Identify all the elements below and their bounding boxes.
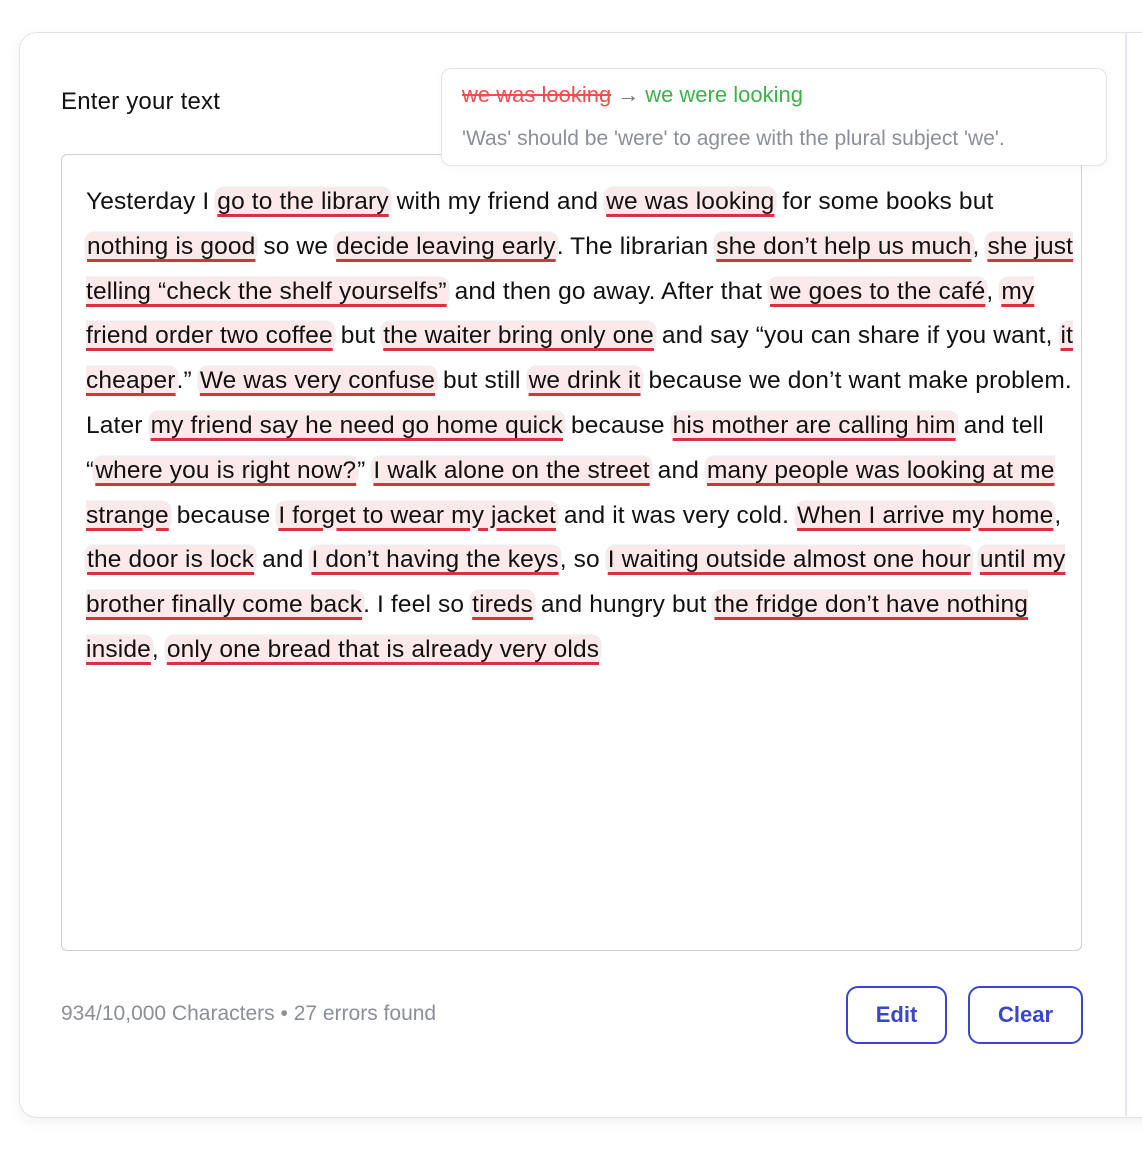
error-highlight[interactable]: I waiting outside almost one hour: [607, 546, 971, 574]
character-count: 934/10,000 Characters: [61, 1002, 275, 1025]
plain-text: Yesterday I: [86, 188, 217, 215]
error-highlight[interactable]: we goes to the café: [770, 277, 986, 305]
editor-text-content[interactable]: [86, 180, 1076, 673]
error-highlight[interactable]: where you is right now?: [95, 456, 357, 484]
plain-text: so we: [256, 232, 336, 260]
suggestion-text[interactable]: we were looking: [645, 82, 803, 107]
error-highlight[interactable]: his mother are calling him: [672, 411, 956, 439]
error-highlight[interactable]: nothing is good: [87, 232, 256, 260]
error-highlight[interactable]: We was very confuse: [199, 367, 436, 395]
error-highlight[interactable]: decide leaving early: [336, 232, 556, 260]
separator-dot: •: [280, 1002, 288, 1025]
error-highlight[interactable]: tireds: [472, 591, 533, 619]
clear-button[interactable]: Clear: [968, 986, 1083, 1044]
error-highlight[interactable]: we drink it: [528, 367, 641, 395]
original-text: we was looking: [462, 82, 612, 107]
error-highlight[interactable]: my friend order two coffee: [86, 277, 1035, 350]
plain-text: because: [564, 411, 672, 439]
plain-text: and then go away. After that: [447, 277, 770, 305]
status-bar: [61, 1002, 436, 1026]
plain-text: .”: [176, 367, 199, 395]
plain-text: for some books but: [775, 188, 994, 215]
error-highlight[interactable]: the door is lock: [87, 546, 255, 574]
plain-text: and tell “: [86, 411, 1044, 484]
plain-text: ,: [972, 232, 987, 260]
error-highlight[interactable]: the waiter bring only one: [383, 322, 654, 350]
error-highlight[interactable]: we was looking: [606, 188, 775, 215]
plain-text: . The librarian: [556, 232, 716, 260]
error-highlight[interactable]: my friend say he need go home quick: [150, 411, 564, 439]
correction-explanation: 'Was' should be 'were' to agree with the plural subject 'we'.: [462, 127, 1005, 150]
error-highlight[interactable]: it cheaper: [86, 322, 1074, 395]
correction-row: [462, 82, 803, 108]
error-highlight[interactable]: until my brother finally come back: [86, 546, 1066, 619]
error-count: 27 errors found: [293, 1002, 437, 1025]
error-highlight[interactable]: only one bread that is already very olds: [166, 635, 600, 663]
error-highlight[interactable]: I don’t having the keys: [311, 546, 559, 574]
error-highlight[interactable]: go to the library: [217, 188, 389, 215]
plain-text: ,: [151, 635, 166, 663]
plain-text: and hungry but: [533, 591, 714, 619]
plain-text: but: [333, 322, 383, 350]
plain-text: ,: [986, 277, 1001, 305]
plain-text: ”: [357, 456, 373, 484]
plain-text: and: [255, 546, 311, 574]
input-label: Enter your text: [61, 88, 221, 115]
error-highlight[interactable]: many people was looking at me strange: [86, 456, 1055, 529]
panel-divider: [1125, 33, 1127, 1116]
plain-text: because we don’t want make problem. Later: [86, 367, 1072, 439]
plain-text: because: [169, 501, 278, 529]
plain-text: with my friend and: [389, 188, 606, 215]
plain-text: and: [650, 456, 706, 484]
error-highlight[interactable]: the fridge don’t have nothing inside: [86, 591, 1028, 663]
error-highlight[interactable]: she don’t help us much: [716, 232, 972, 260]
plain-text: and say “you can share if you want,: [654, 322, 1060, 350]
edit-button[interactable]: Edit: [846, 986, 947, 1044]
error-highlight[interactable]: I walk alone on the street: [373, 456, 650, 484]
plain-text: and it was very cold.: [556, 501, 796, 529]
plain-text: ,: [1054, 501, 1062, 529]
arrow-right-icon: →: [617, 82, 640, 107]
error-highlight[interactable]: she just telling “check the shelf yourselfs”: [86, 232, 1074, 305]
correction-tooltip: [441, 68, 1107, 166]
plain-text: , so: [559, 546, 607, 574]
plain-text: [972, 546, 979, 573]
error-highlight[interactable]: I forget to wear my jacket: [278, 501, 556, 529]
error-highlight[interactable]: When I arrive my home: [797, 501, 1054, 529]
plain-text: . I feel so: [363, 591, 472, 619]
plain-text: but still: [436, 367, 528, 395]
